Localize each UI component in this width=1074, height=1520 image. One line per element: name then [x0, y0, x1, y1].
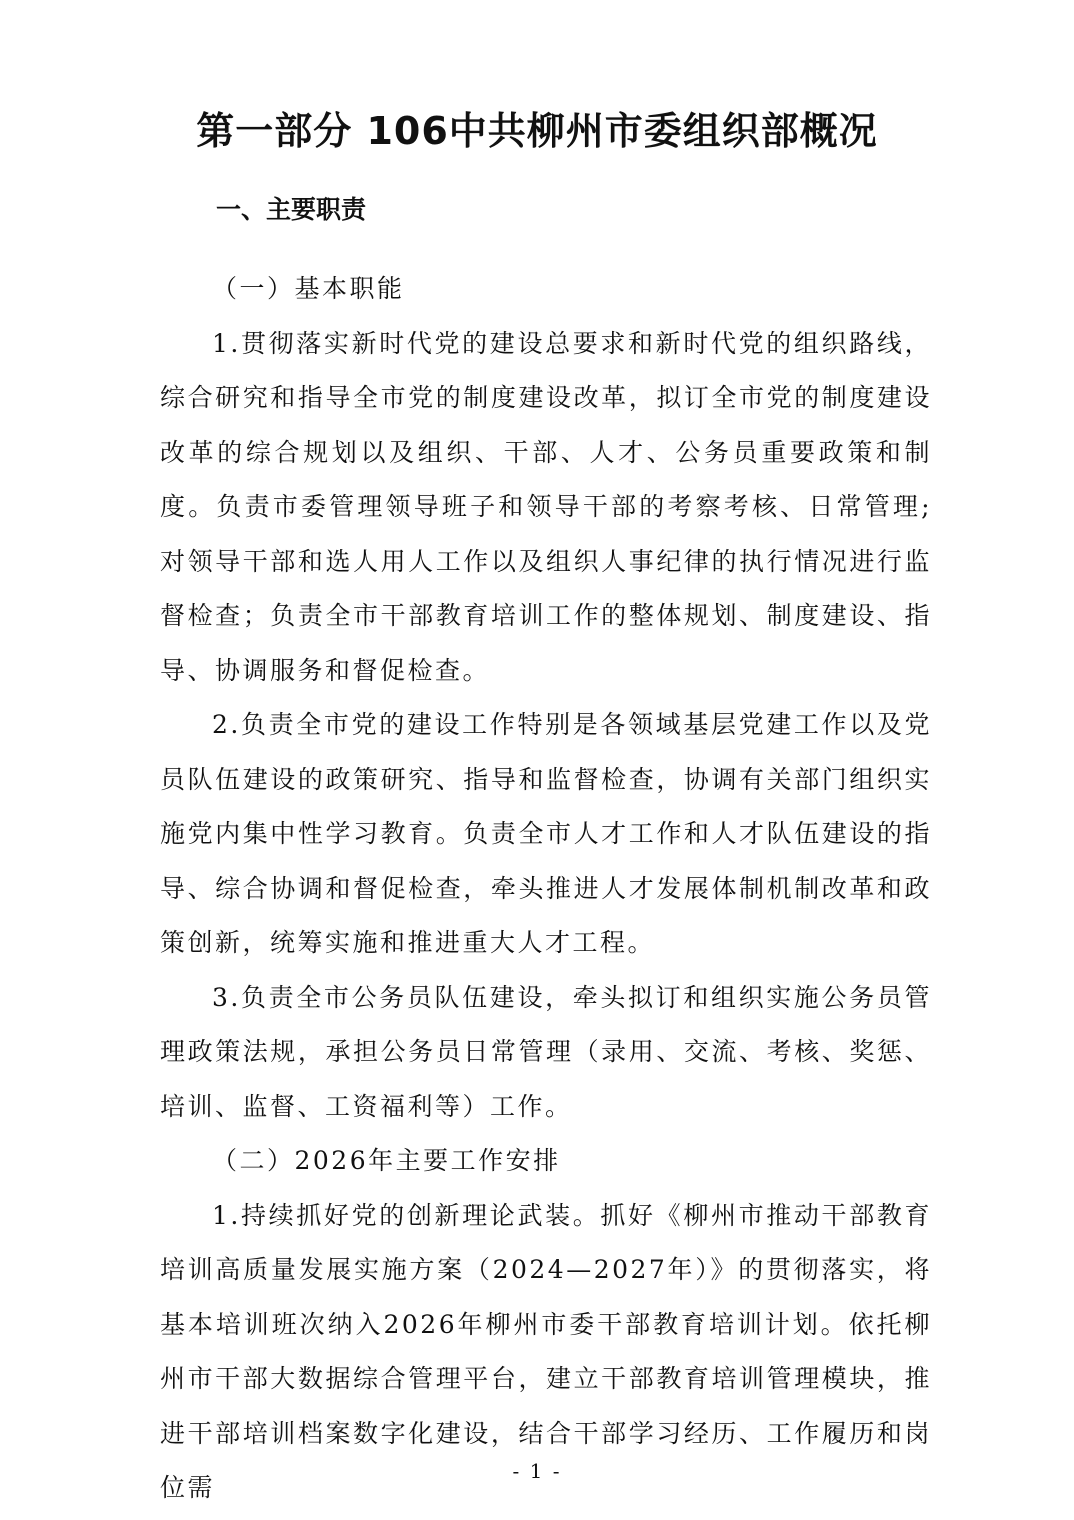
paragraph-1: 1.贯彻落实新时代党的建设总要求和新时代党的组织路线，综合研究和指导全市党的制度建设改革，拟订全市党的制度建设改革的综合规划以及组织、干部、人才、公务员重要政策和制度。负责市委管理领导班子和领导干部的考察考核、日常管理;对领导干部和选人用人工作以及组织人事纪律的执行情况进行监督检查；负责全市干部教育培训工作的整体规划、制度建设、指导、协调服务和督促检查。 — [160, 328, 932, 685]
subheading-work-plan: （二）2026年主要工作安排 — [212, 1146, 561, 1175]
paragraph-3: 3.负责全市公务员队伍建设，牵头拟订和组织实施公务员管理政策法规，承担公务员日常管理（录用、交流、考核、奖惩、培训、监督、工资福利等）工作。 — [160, 982, 932, 1121]
page-number: - 1 - — [512, 1459, 562, 1483]
paragraph-4: 1.持续抓好党的创新理论武装。抓好《柳州市推动干部教育培训高质量发展实施方案（2024—2027年）》的贯彻落实，将基本培训班次纳入2026年柳州市委干部教育培训计划。依托柳州市干部大数据综合管理平台，建立干部教育培训管理模块，推进干部培训档案数字化建设，结合干部学习经历、工作履历和岗位需 — [160, 1200, 932, 1502]
paragraph-2: 2.负责全市党的建设工作特别是各领域基层党建工作以及党员队伍建设的政策研究、指导和监督检查，协调有关部门组织实施党内集中性学习教育。负责全市人才工作和人才队伍建设的指导、综合协调和督促检查，牵头推进人才发展体制机制改革和政策创新，统筹实施和推进重大人才工程。 — [160, 710, 932, 957]
document-title: 第一部分 106中共柳州市委组织部概况 — [196, 109, 878, 153]
document-body — [160, 262, 932, 1516]
section-heading: 一、主要职责 — [216, 195, 367, 224]
subheading-basic-functions: （一）基本职能 — [212, 274, 405, 303]
